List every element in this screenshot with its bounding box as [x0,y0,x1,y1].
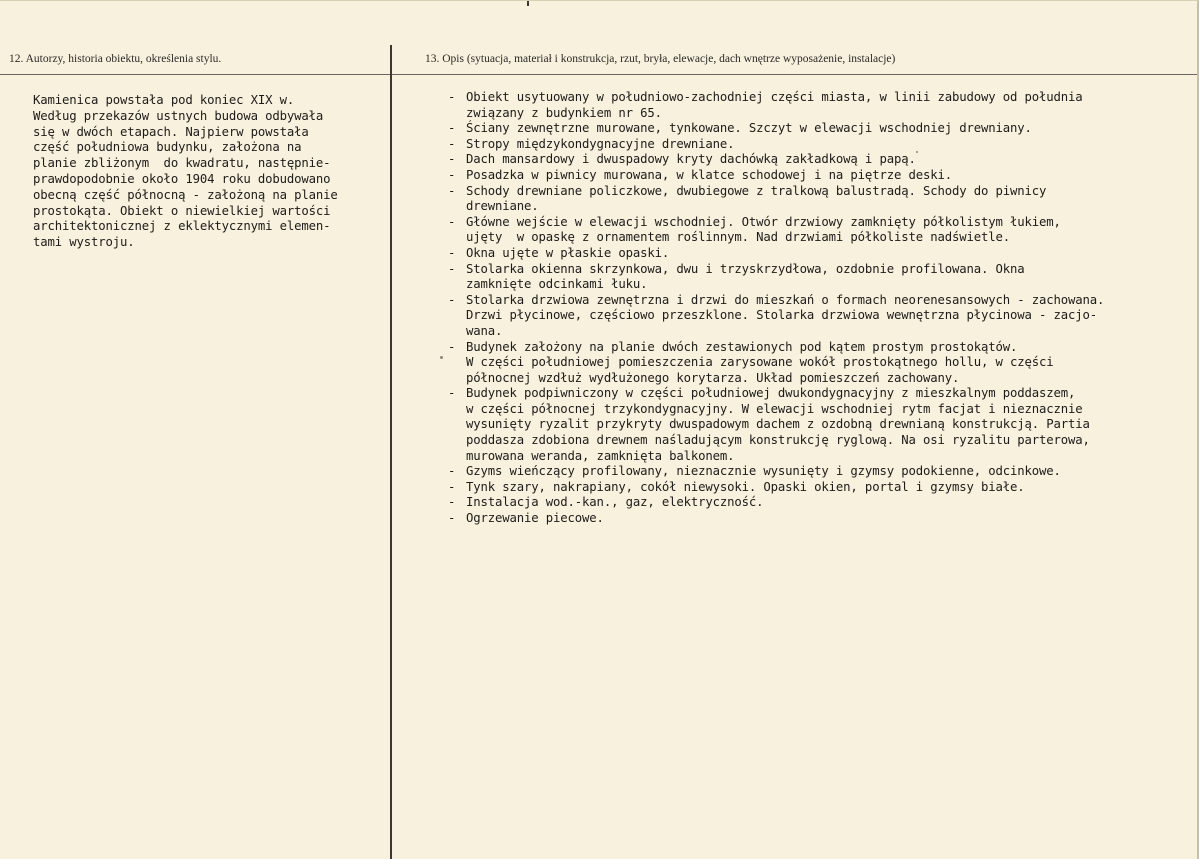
description-line: wana. [466,323,503,338]
bullet-dash: - [448,464,456,479]
description-item [448,386,1193,464]
description-line: Stolarka drzwiowa zewnętrzna i drzwi do mieszkań o formach neorenesansowych - zachowana. [466,292,1105,307]
bullet-dash: - [448,261,456,276]
description-item [448,184,1193,215]
description-line: Gzyms wieńczący profilowany, nieznacznie wysunięty i gzymsy podokienne, odcinkowe. [466,464,1061,479]
bullet-dash: - [448,386,456,401]
description-line: Dach mansardowy i dwuspadowy kryty dachówką zakładkową i papą. [466,152,916,167]
description-item [448,152,1193,168]
top-tick-mark [527,1,529,6]
description-line: Okna ujęte w płaskie opaski. [466,245,670,260]
description-item [448,480,1193,496]
description-line: w części północnej trzykondygnacyjny. W elewacji wschodniej rytm facjat i nieznacznie [466,401,1083,416]
history-line: architektonicznej z eklektycznymi elemen- [33,219,331,234]
description-line: związany z budynkiem nr 65. [466,105,662,120]
description-line: Budynek założony na planie dwóch zestawionych pod kątem prostym prostokątów. [466,339,1018,354]
description-item [448,495,1193,511]
history-text [33,93,378,251]
bullet-dash: - [448,90,456,104]
description-line: zamknięte odcinkami łuku. [466,277,648,292]
bullet-dash: - [448,136,456,151]
history-line: prawdopodobnie około 1904 roku dobudowano [33,171,331,186]
description-item [448,90,1193,121]
ink-speck [916,151,918,153]
description-item [448,464,1193,480]
description-line: Schody drewniane policzkowe, dwubiegowe z tralkową balustradą. Schody do piwnicy [466,183,1047,198]
bullet-dash: - [448,167,456,182]
bullet-dash: - [448,121,456,136]
history-line: się w dwóch etapach. Najpierw powstała [33,124,309,139]
history-line: Kamienica powstała pod koniec XIX w. [33,93,295,107]
bullet-dash: - [448,339,456,354]
history-line: tami wystroju. [33,235,135,250]
description-line: Drzwi płycinowe, częściowo przeszklone. Stolarka drzwiowa wewnętrzna płycinowa - zacjo- [466,308,1098,323]
bullet-dash: - [448,183,456,198]
bullet-dash: - [448,214,456,229]
description-item [448,137,1193,153]
history-line: prostokąta. Obiekt o niewielkiej wartości [33,203,331,218]
description-line: Instalacja wod.-kan., gaz, elektryczność. [466,495,764,510]
bullet-dash: - [448,292,456,307]
bullet-dash: - [448,479,456,494]
description-item [448,340,1193,387]
description-item [448,293,1193,340]
description-line: drewniane. [466,199,539,214]
history-line: Według przekazów ustnych budowa odbywała [33,108,324,123]
description-line: murowana weranda, zamknięta balkonem. [466,448,735,463]
bullet-dash: - [448,495,456,510]
header-rule [0,74,1199,75]
description-item [448,168,1193,184]
description-line: Stolarka okienna skrzynkowa, dwu i trzyskrzydłowa, ozdobnie profilowana. Okna [466,261,1025,276]
description-item [448,511,1193,527]
bullet-dash: - [448,245,456,260]
description-line: północnej wzdłuż wydłużonego korytarza. Układ pomieszczeń zachowany. [466,370,960,385]
description-line: Stropy międzykondygnacyjne drewniane. [466,136,735,151]
description-line: Posadzka w piwnicy murowana, w klatce schodowej i na piętrze deski. [466,167,952,182]
description-line: Budynek podpiwniczony w części południowej dwukondygnacyjny z mieszkalnym poddaszem, [466,386,1076,401]
description-list [448,90,1193,527]
section-12-heading: 12. Autorzy, historia obiektu, określenia stylu. [9,53,222,65]
description-item [448,121,1193,137]
section-13-heading: 13. Opis (sytuacja, materiał i konstrukcja, rzut, bryła, elewacje, dach wnętrze wyposażenie, instalacje) [425,53,896,65]
description-line: wysunięty ryzalit przykryty dwuspadowym dachem z ozdobną drewnianą konstrukcją. Partia [466,417,1090,432]
description-line: Obiekt usytuowany w południowo-zachodniej części miasta, w linii zabudowy od południa [466,90,1083,104]
description-item [448,246,1193,262]
history-line: planie zbliżonym do kwadratu, następnie- [33,156,331,171]
history-line: część południowa budynku, założona na [33,140,302,155]
description-line: Główne wejście w elewacji wschodniej. Otwór drzwiowy zamknięty półkolistym łukiem, [466,214,1061,229]
description-line: Ogrzewanie piecowe. [466,511,604,526]
description-line: ujęty w opaskę z ornamentem roślinnym. Nad drzwiami półkoliste nadświetle. [466,230,1011,245]
bullet-dash: - [448,511,456,526]
description-line: Tynk szary, nakrapiany, cokół niewysoki. Opaski okien, portal i gzymsy białe. [466,479,1025,494]
bullet-dash: - [448,152,456,167]
history-line: obecną część północną - założoną na planie [33,187,338,202]
description-line: W części południowej pomieszczenia zarysowane wokół prostokątnego hollu, w części [466,355,1054,370]
description-item [448,262,1193,293]
description-item [448,215,1193,246]
description-line: Ściany zewnętrzne murowane, tynkowane. Szczyt w elewacji wschodniej drewniany. [466,121,1032,136]
ink-speck [440,356,443,359]
column-divider [390,45,392,859]
description-line: poddasza zdobiona drewnem naśladującym konstrukcję ryglową. Na osi ryzalitu parterowa, [466,433,1090,448]
